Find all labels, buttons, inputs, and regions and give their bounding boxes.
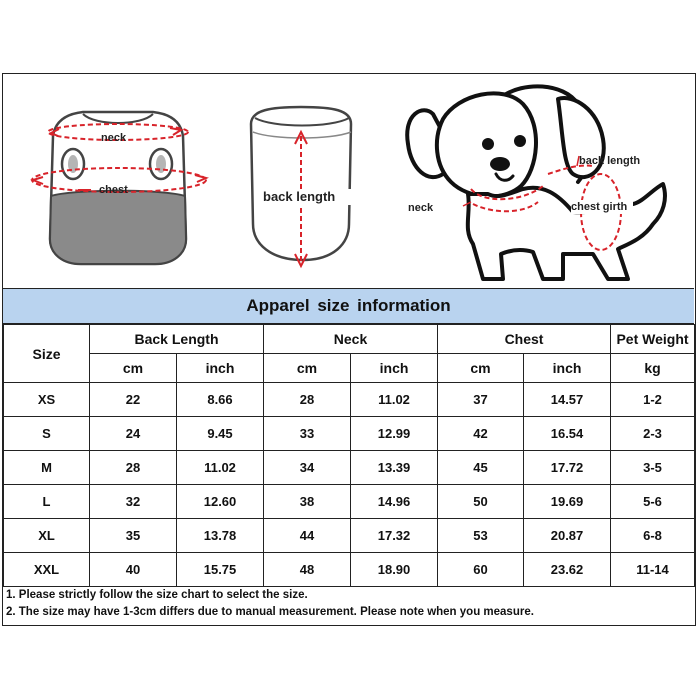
chest-inch-cell: 23.62 [524,553,611,587]
table-row [4,485,695,519]
dog-back-length-label: back length [579,155,641,167]
front-garment-illustration [32,112,206,264]
front-chest-label: chest [99,184,128,196]
weight-cell: 6-8 [611,519,695,553]
table-row [4,417,695,451]
table-row [4,519,695,553]
size-cell: L [4,485,90,519]
chest-inch-cell: 19.69 [524,485,611,519]
note-item: 1. Please strictly follow the size chart to select the size. [6,589,308,601]
neck-cm-cell: 38 [264,485,351,519]
size-cell: M [4,451,90,485]
table-title: Apparel size information [3,288,694,324]
neck-cm-cell: 44 [264,519,351,553]
chest-cm-cell: 45 [438,451,524,485]
neck-cm-cell: 34 [264,451,351,485]
back-cm-cell: 22 [90,383,177,417]
unit-header: inch [351,354,438,383]
table-row [4,451,695,485]
neck-inch-cell: 12.99 [351,417,438,451]
back-cm-cell: 24 [90,417,177,451]
unit-header: cm [264,354,351,383]
back-inch-cell: 9.45 [177,417,264,451]
weight-cell: 5-6 [611,485,695,519]
dog-illustration [407,86,665,279]
back-length-header: Back Length [90,325,264,354]
chest-header: Chest [438,325,611,354]
back-inch-cell: 12.60 [177,485,264,519]
size-cell: XS [4,383,90,417]
neck-inch-cell: 11.02 [351,383,438,417]
size-table [3,324,695,587]
back-cm-cell: 40 [90,553,177,587]
chest-cm-cell: 37 [438,383,524,417]
pet-weight-header: Pet Weight [611,325,695,354]
table-unit-row [4,354,695,383]
chest-inch-cell: 16.54 [524,417,611,451]
unit-header: cm [90,354,177,383]
size-column-header: Size [4,325,90,383]
weight-cell: 1-2 [611,383,695,417]
chest-inch-cell: 20.87 [524,519,611,553]
unit-header: cm [438,354,524,383]
size-cell: XL [4,519,90,553]
back-garment-illustration [251,107,353,266]
chest-cm-cell: 60 [438,553,524,587]
table-row [4,383,695,417]
neck-inch-cell: 14.96 [351,485,438,519]
front-neck-label: neck [101,132,127,144]
notes [3,587,697,621]
dog-chest-girth-label: chest girth [571,201,628,213]
back-cm-cell: 35 [90,519,177,553]
back-length-label: back length [263,189,336,204]
back-inch-cell: 13.78 [177,519,264,553]
back-inch-cell: 11.02 [177,451,264,485]
chest-cm-cell: 50 [438,485,524,519]
neck-cm-cell: 33 [264,417,351,451]
chest-cm-cell: 42 [438,417,524,451]
size-cell: S [4,417,90,451]
back-inch-cell: 8.66 [177,383,264,417]
table-row [4,553,695,587]
chest-cm-cell: 53 [438,519,524,553]
neck-inch-cell: 13.39 [351,451,438,485]
neck-inch-cell: 18.90 [351,553,438,587]
chest-inch-cell: 14.57 [524,383,611,417]
weight-cell: 11-14 [611,553,695,587]
weight-cell: 2-3 [611,417,695,451]
back-cm-cell: 32 [90,485,177,519]
unit-header: inch [524,354,611,383]
back-cm-cell: 28 [90,451,177,485]
neck-cm-cell: 48 [264,553,351,587]
size-chart [2,73,696,626]
measurement-illustrations [3,74,694,288]
table-header-row [4,325,695,354]
chest-inch-cell: 17.72 [524,451,611,485]
back-inch-cell: 15.75 [177,553,264,587]
dog-neck-label: neck [408,202,434,214]
unit-header: kg [611,354,695,383]
neck-cm-cell: 28 [264,383,351,417]
note-item: 2. The size may have 1-3cm differs due to manual measurement. Please note when you measure. [6,606,534,618]
size-cell: XXL [4,553,90,587]
weight-cell: 3-5 [611,451,695,485]
neck-inch-cell: 17.32 [351,519,438,553]
unit-header: inch [177,354,264,383]
neck-header: Neck [264,325,438,354]
